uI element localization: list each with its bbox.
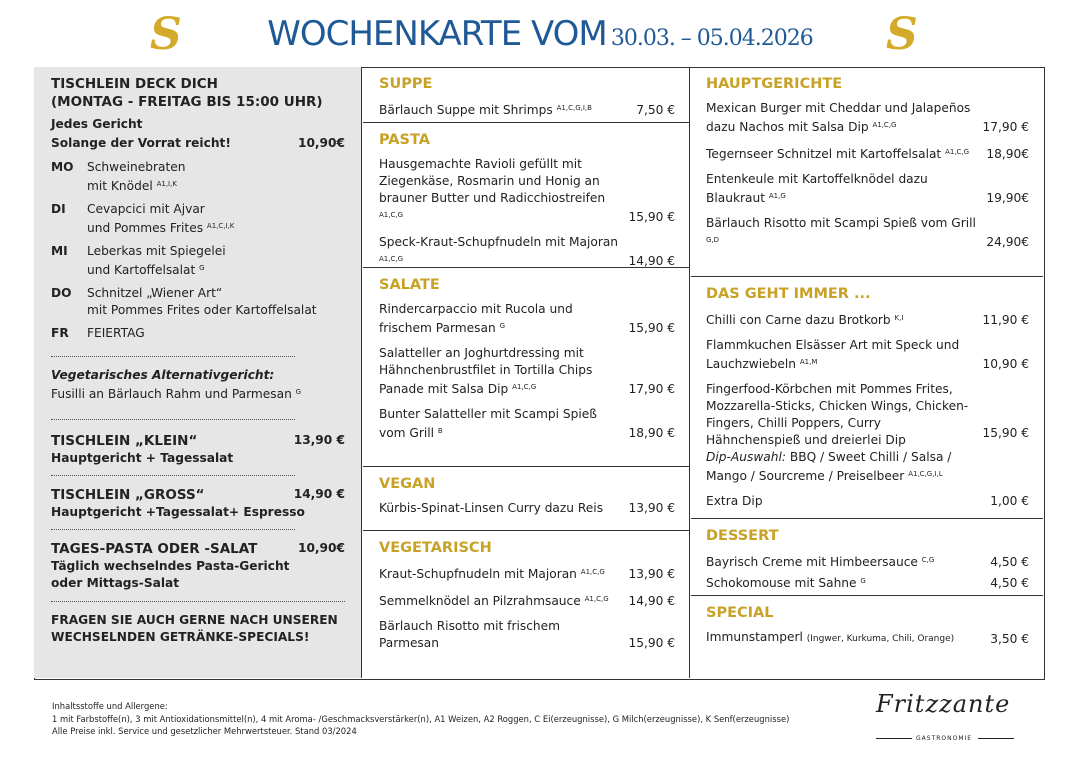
section-title: SUPPE (379, 76, 433, 92)
menu-item (706, 493, 1029, 510)
item-price: 3,50 € (990, 632, 1029, 646)
menu-item (706, 171, 1029, 207)
day-row (51, 159, 345, 195)
day-code: DO (51, 286, 72, 300)
gross-title: TISCHLEIN „GROSS“ (51, 487, 205, 503)
tischlein-panel (34, 67, 362, 678)
klein-row (51, 432, 345, 450)
section-title: DAS GEHT IMMER ... (706, 286, 871, 302)
item-name-wrap (379, 406, 628, 442)
day-dish-line2: und Kartoffelsalat (87, 263, 196, 277)
menu-item (706, 144, 1029, 163)
divider (51, 475, 295, 476)
day-row (51, 325, 345, 342)
section-title: SPECIAL (706, 605, 774, 621)
day-code: DI (51, 202, 66, 216)
item-price: 4,50 € (990, 576, 1029, 590)
menu-item (379, 500, 675, 517)
item-price: 18,90 € (628, 426, 675, 440)
brand-sub: GASTRONOMIE (916, 735, 973, 742)
item-name: Schokomouse mit Sahne (706, 576, 857, 590)
item-price: 1,00 € (990, 494, 1029, 508)
dip-text: BBQ / Sweet Chilli / Salsa / Mango / Sourcreme / Preiselbeer (706, 450, 952, 483)
day-row (51, 243, 345, 279)
item-name: Kraut-Schupfnudeln mit Majoran (379, 567, 577, 581)
knife-icon (978, 738, 1014, 739)
day-code: FR (51, 326, 69, 340)
item-name: Flammkuchen Elsässer Art mit Speck und Lauchzwiebeln (706, 338, 960, 371)
item-name-wrap (706, 573, 990, 592)
middle-column (363, 67, 690, 678)
item-name: Hausgemachte Ravioli gefüllt mit Ziegenkäse, Rosmarin und Honig an brauner Butter und Radicchiostreifen (379, 157, 606, 205)
veg-sup: G (295, 388, 302, 396)
divider (51, 419, 295, 420)
item-price: 4,50 € (990, 555, 1029, 569)
day-code: MI (51, 244, 68, 258)
allergen-sup: A1,C,G,I,B (556, 104, 592, 112)
allergen-sup: A1,I,K (156, 180, 177, 188)
item-note: (Ingwer, Kurkuma, Chili, Orange) (806, 634, 955, 644)
day-code: MO (51, 160, 74, 174)
allergen-sup: A1,C,G (379, 255, 404, 263)
item-name-wrap (706, 310, 982, 329)
menu-item (706, 381, 1029, 485)
section-title: VEGAN (379, 476, 436, 492)
item-price: 15,90 € (628, 210, 675, 224)
menu-item (706, 337, 1029, 373)
menu-item (706, 215, 1029, 251)
allergen-sup: G (499, 322, 505, 330)
item-name-wrap (706, 171, 986, 207)
section-hauptgerichte (691, 67, 1043, 277)
item-price: 15,90 € (982, 425, 1029, 440)
fork-icon (876, 738, 912, 739)
menu-item (379, 234, 675, 270)
day-row (51, 285, 345, 319)
allergen-sup: A1,C,G (872, 121, 897, 129)
brand-name: Fritzzante (876, 690, 1011, 718)
allergen-sup: A1,C,G (580, 568, 605, 576)
day-dish-line2: mit Knödel (87, 179, 153, 193)
day-dish (87, 243, 226, 279)
allergen-sup: G,D (706, 236, 720, 244)
allergen-sup: G (860, 577, 866, 585)
fragen-text1: FRAGEN SIE AUCH GERNE NACH UNSEREN (51, 613, 338, 627)
menu-item (379, 100, 675, 119)
item-name: Tegernseer Schnitzel mit Kartoffelsalat (706, 147, 942, 161)
menu-item (706, 573, 1029, 592)
dip-selection (706, 449, 974, 485)
section-title: DESSERT (706, 528, 779, 544)
menu-item (706, 552, 1029, 571)
section-vegan (363, 467, 689, 531)
footer-line2: 1 mit Farbstoffe(n), 3 mit Antioxidationsmittel(n), 4 mit Aroma- /Geschmacksverstärker(n), A1 Weizen, A2 Roggen, C Ei(erzeugnisse), G Milch(erzeugnisse), K Senf(erzeugnisse) (52, 713, 790, 724)
menu-item (379, 406, 675, 442)
jedes-gericht: Jedes Gericht (51, 117, 143, 131)
item-name-wrap (379, 500, 628, 517)
menu-item (379, 591, 675, 610)
item-name-wrap (706, 629, 990, 648)
item-name: Semmelknödel an Pilzrahmsauce (379, 594, 581, 608)
item-name: Bayrisch Creme mit Himbeersauce (706, 555, 918, 569)
logo-s-right: S (886, 9, 918, 60)
item-name: Fingerfood-Körbchen mit Pommes Frites, Mozzarella-Sticks, Chicken Wings, Chicken-Fingers, Chilli Poppers, Curry Hähnchenspieß und dreierlei Dip (706, 382, 969, 447)
item-name-wrap (379, 564, 628, 583)
item-price: 24,90€ (986, 235, 1029, 249)
item-name: Rindercarpaccio mit Rucola und frischem Parmesan (379, 302, 573, 335)
day-row (51, 201, 345, 237)
item-name-wrap (379, 591, 628, 610)
allergen-sup: B (437, 427, 443, 435)
item-name: Mexican Burger mit Cheddar und Jalapeños dazu Nachos mit Salsa Dip (706, 101, 971, 134)
vorrat-price: 10,90€ (297, 136, 345, 150)
allergen-sup: C,G (921, 556, 935, 564)
allergen-sup: G (199, 264, 205, 272)
item-name-wrap (379, 301, 628, 337)
section-title: SALATE (379, 277, 440, 293)
brand-logo (876, 690, 1016, 750)
allergen-sup: A1,C,G,I,L (908, 470, 943, 478)
item-price: 18,90€ (986, 147, 1029, 161)
item-name-wrap (379, 618, 628, 652)
day-list (51, 159, 345, 342)
gross-price: 14,90 € (293, 487, 345, 501)
item-name: Chilli con Carne dazu Brotkorb (706, 313, 891, 327)
menu-item (379, 564, 675, 583)
item-price: 15,90 € (628, 636, 675, 650)
day-dish (87, 285, 317, 319)
item-price: 13,90 € (628, 567, 675, 581)
item-name-wrap (379, 345, 628, 398)
item-name: Entenkeule mit Kartoffelknödel dazu Blaukraut (706, 172, 928, 205)
allergen-sup: A1,C,I,K (206, 222, 235, 230)
item-price: 14,90 € (628, 594, 675, 608)
item-price: 17,90 € (628, 382, 675, 396)
vorrat-text: Solange der Vorrat reicht! (51, 136, 231, 150)
item-name-wrap (706, 144, 986, 163)
day-dish-line1: FEIERTAG (87, 326, 145, 340)
pasta-text1: Täglich wechselndes Pasta-Gericht (51, 559, 290, 573)
item-name: Bärlauch Risotto mit frischem Parmesan (379, 619, 561, 650)
veg-title: Vegetarisches Alternativgericht: (51, 368, 275, 382)
day-dish-line1: Cevapcici mit Ajvar (87, 202, 205, 216)
klein-title: TISCHLEIN „KLEIN“ (51, 433, 198, 449)
section-das-geht-immer (691, 277, 1043, 519)
item-name-wrap (706, 552, 990, 571)
dip-label: Dip-Auswahl: (706, 450, 786, 464)
gross-row (51, 486, 345, 504)
section-title: HAUPTGERICHTE (706, 76, 843, 92)
section-salate (363, 268, 689, 467)
menu-item (379, 618, 675, 652)
menu-item (379, 301, 675, 337)
allergen-sup: K,I (894, 314, 904, 322)
section-special (691, 596, 1043, 678)
pasta-text2: oder Mittags-Salat (51, 576, 180, 590)
klein-text: Hauptgericht + Tagessalat (51, 451, 234, 465)
gross-text: Hauptgericht +Tagessalat+ Espresso (51, 505, 305, 519)
allergen-sup: A1,C,G (512, 383, 537, 391)
pasta-title: TAGES-PASTA ODER -SALAT (51, 541, 258, 557)
footer-line1: Inhaltsstoffe und Allergene: (52, 701, 168, 711)
item-name-wrap (706, 381, 982, 485)
item-price: 10,90 € (982, 357, 1029, 371)
fragen-text2: WECHSELNDEN GETRÄNKE-SPECIALS! (51, 630, 310, 644)
title-main: WOCHENKARTE VOM (267, 14, 607, 54)
veg-text-label: Fusilli an Bärlauch Rahm und Parmesan (51, 387, 292, 401)
section-dessert (691, 519, 1043, 596)
day-dish (87, 325, 145, 342)
item-name-wrap (706, 100, 982, 136)
title-dates: 30.03. – 05.04.2026 (610, 26, 813, 51)
item-name: Bärlauch Risotto mit Scampi Spieß vom Grill (706, 216, 976, 230)
section-suppe (363, 67, 689, 123)
footer-line3: Alle Preise inkl. Service und gesetzlicher Mehrwertsteuer. Stand 03/2024 (52, 726, 357, 736)
item-price: 19,90€ (986, 191, 1029, 205)
day-dish-line1: Schweinebraten (87, 160, 186, 174)
item-name-wrap (379, 156, 628, 226)
divider (51, 356, 295, 357)
allergen-sup: A1,C,G (584, 595, 609, 603)
header (0, 0, 1080, 66)
item-name: Bunter Salatteller mit Scampi Spieß vom Grill (379, 407, 597, 440)
item-price: 15,90 € (628, 321, 675, 335)
pasta-row (51, 540, 345, 558)
item-name: Extra Dip (706, 494, 763, 508)
section-title: VEGETARISCH (379, 540, 492, 556)
day-dish (87, 201, 234, 237)
item-price: 14,90 € (628, 254, 675, 268)
day-dish-line1: Schnitzel „Wiener Art“ (87, 286, 223, 300)
item-name: Bärlauch Suppe mit Shrimps (379, 103, 553, 117)
allergen-footer (52, 700, 789, 738)
klein-price: 13,90 € (293, 433, 345, 447)
day-dish-line2: und Pommes Frites (87, 221, 204, 235)
right-column (691, 67, 1043, 678)
item-name-wrap (706, 215, 986, 251)
divider (51, 529, 295, 530)
allergen-sup: A1,G (768, 192, 786, 200)
item-name: Salatteller an Joghurtdressing mit Hähnchenbrustfilet in Tortilla Chips Panade mit Salsa Dip (379, 346, 593, 396)
item-name-wrap (379, 100, 636, 119)
page-title (0, 14, 1080, 54)
item-price: 11,90 € (982, 313, 1029, 327)
allergen-sup: A1,C,G (945, 148, 970, 156)
item-price: 7,50 € (636, 103, 675, 117)
section-title: PASTA (379, 132, 430, 148)
menu-item (706, 100, 1029, 136)
item-price: 13,90 € (628, 501, 675, 515)
item-name-wrap (706, 493, 990, 510)
day-dish-line1: Leberkas mit Spiegelei (87, 244, 226, 258)
menu-item (706, 310, 1029, 329)
day-dish (87, 159, 185, 195)
section-pasta (363, 123, 689, 268)
item-name: Speck-Kraut-Schupfnudeln mit Majoran (379, 235, 619, 249)
tischlein-hours: (MONTAG - FREITAG BIS 15:00 UHR) (51, 94, 323, 110)
item-name: Kürbis-Spinat-Linsen Curry dazu Reis (379, 501, 604, 515)
item-name-wrap (706, 337, 982, 373)
veg-text (51, 384, 345, 403)
vorrat-row (51, 135, 345, 152)
item-price: 17,90 € (982, 120, 1029, 134)
day-dish-line2: mit Pommes Frites oder Kartoffelsalat (87, 303, 317, 317)
allergen-sup: A1,C,G (379, 211, 404, 219)
item-name-wrap (379, 234, 628, 270)
divider (51, 601, 345, 602)
menu-item (706, 629, 1029, 648)
allergen-sup: A1,M (799, 358, 818, 366)
menu-item (379, 345, 675, 398)
tischlein-title: TISCHLEIN DECK DICH (51, 76, 218, 92)
section-vegetarisch (363, 531, 689, 678)
menu-item (379, 156, 675, 226)
pasta-price: 10,90€ (297, 541, 345, 555)
logo-s-left: S (150, 9, 182, 60)
item-name: Immunstamperl (706, 630, 803, 644)
